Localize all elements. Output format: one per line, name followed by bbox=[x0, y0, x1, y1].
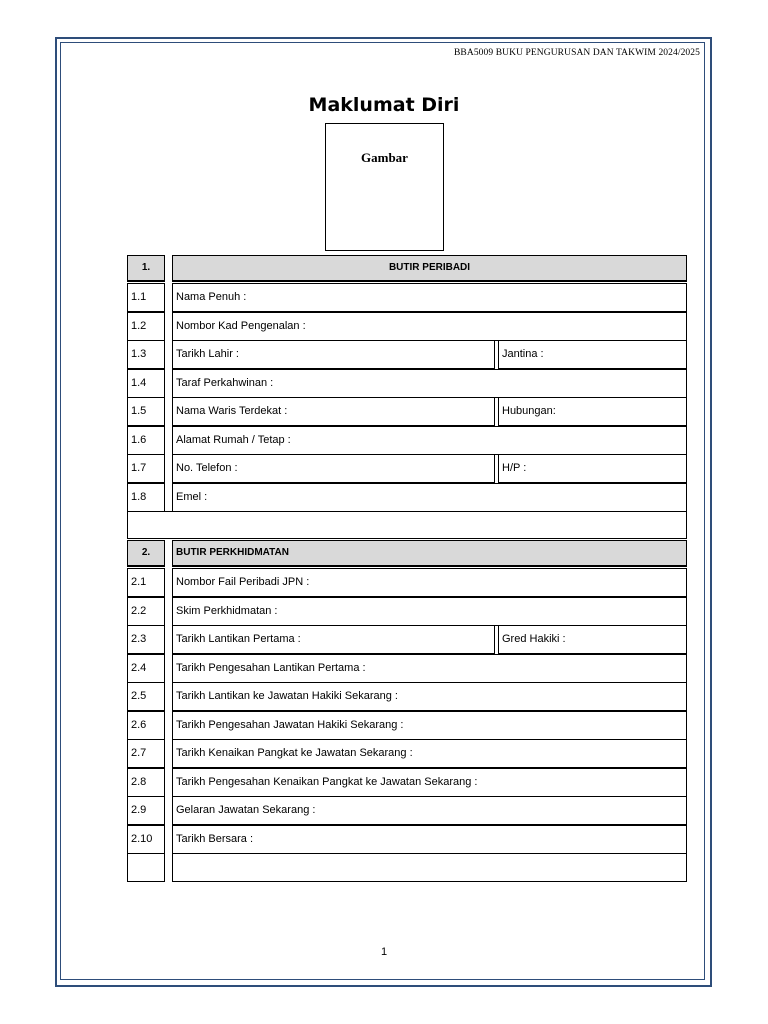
photo-label: Gambar bbox=[361, 150, 408, 165]
row-number: 1.4 bbox=[127, 369, 165, 398]
row-number: 2.4 bbox=[127, 654, 165, 683]
row-number: 2.6 bbox=[127, 711, 165, 740]
row-number: 2.7 bbox=[127, 739, 165, 768]
field-1-5-extra[interactable]: Hubungan: bbox=[498, 397, 687, 426]
field-1-8[interactable]: Emel : bbox=[172, 483, 687, 512]
field-1-5[interactable]: Nama Waris Terdekat : bbox=[172, 397, 495, 426]
section2-heading: BUTIR PERKHIDMATAN bbox=[172, 540, 687, 567]
page-title: Maklumat Diri bbox=[308, 94, 460, 116]
row-number: 1.6 bbox=[127, 426, 165, 455]
field-1-6[interactable]: Alamat Rumah / Tetap : bbox=[172, 426, 687, 455]
field-2-1[interactable]: Nombor Fail Peribadi JPN : bbox=[172, 568, 687, 597]
row-number: 1.3 bbox=[127, 340, 165, 369]
row-number: 2.10 bbox=[127, 825, 165, 854]
row-number: 1.2 bbox=[127, 312, 165, 341]
row-number: 1.1 bbox=[127, 283, 165, 312]
row-number: 2.2 bbox=[127, 597, 165, 626]
field-1-4[interactable]: Taraf Perkahwinan : bbox=[172, 369, 687, 398]
row-number: 1.5 bbox=[127, 397, 165, 426]
field-2-6[interactable]: Tarikh Pengesahan Jawatan Hakiki Sekarang : bbox=[172, 711, 687, 740]
field-2-5[interactable]: Tarikh Lantikan ke Jawatan Hakiki Sekarang : bbox=[172, 682, 687, 711]
field-2-2[interactable]: Skim Perkhidmatan : bbox=[172, 597, 687, 626]
running-header: BBA5009 BUKU PENGURUSAN DAN TAKWIM 2024/2025 bbox=[454, 48, 700, 58]
row-number: 2.1 bbox=[127, 568, 165, 597]
field-2-8[interactable]: Tarikh Pengesahan Kenaikan Pangkat ke Jawatan Sekarang : bbox=[172, 768, 687, 797]
field-1-3[interactable]: Tarikh Lahir : bbox=[172, 340, 495, 369]
photo-box[interactable] bbox=[325, 123, 444, 251]
field-1-7-extra[interactable]: H/P : bbox=[498, 454, 687, 483]
row-number: 1.8 bbox=[127, 483, 165, 512]
field-2-4[interactable]: Tarikh Pengesahan Lantikan Pertama : bbox=[172, 654, 687, 683]
field-2-10[interactable]: Tarikh Bersara : bbox=[172, 825, 687, 854]
field-1-1[interactable]: Nama Penuh : bbox=[172, 283, 687, 312]
page-number: 1 bbox=[380, 946, 388, 958]
field-2-7[interactable]: Tarikh Kenaikan Pangkat ke Jawatan Sekarang : bbox=[172, 739, 687, 768]
field-1-7[interactable]: No. Telefon : bbox=[172, 454, 495, 483]
blank-row[interactable] bbox=[172, 853, 687, 882]
field-1-3-extra[interactable]: Jantina : bbox=[498, 340, 687, 369]
field-2-9[interactable]: Gelaran Jawatan Sekarang : bbox=[172, 796, 687, 825]
row-number: 1.7 bbox=[127, 454, 165, 483]
row-number: 2.9 bbox=[127, 796, 165, 825]
section1-number: 1. bbox=[127, 255, 165, 282]
field-2-3[interactable]: Tarikh Lantikan Pertama : bbox=[172, 625, 495, 654]
field-2-3-extra[interactable]: Gred Hakiki : bbox=[498, 625, 687, 654]
section1-heading: BUTIR PERIBADI bbox=[172, 255, 687, 282]
row-number: 2.5 bbox=[127, 682, 165, 711]
row-number: 2.8 bbox=[127, 768, 165, 797]
section-spacer bbox=[127, 511, 687, 539]
row-number bbox=[127, 853, 165, 882]
section2-number: 2. bbox=[127, 540, 165, 567]
field-1-2[interactable]: Nombor Kad Pengenalan : bbox=[172, 312, 687, 341]
row-number: 2.3 bbox=[127, 625, 165, 654]
